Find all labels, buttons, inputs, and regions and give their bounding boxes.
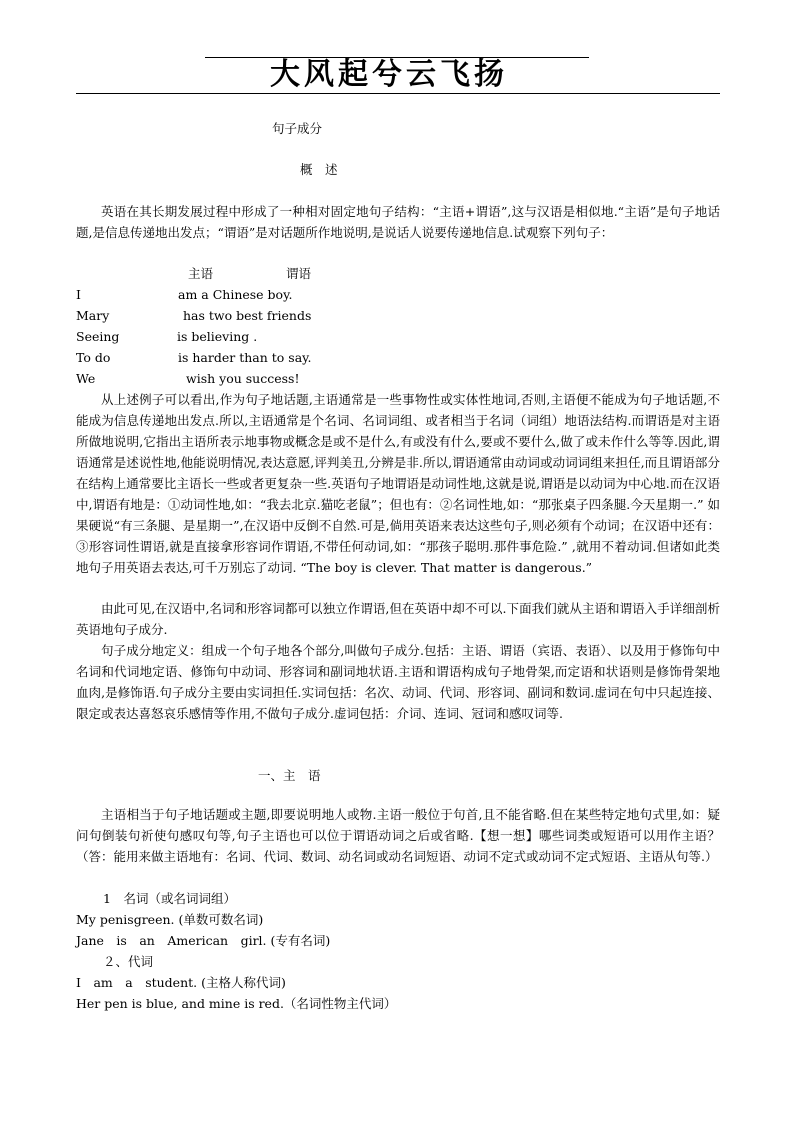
- section-heading-overview: 概 述: [300, 162, 338, 177]
- examples-header-predicate: 谓语: [286, 266, 312, 281]
- example-subject: Mary: [76, 308, 110, 323]
- example-subject: I: [76, 287, 81, 302]
- paragraph-2: 从上述例子可以看出,作为句子地话题,主语通常是一些事物性或实体性地词,否则,主语便不能成为句子地话题,不能成为信息传递地出发点.所以,主语通常是个名词、名词词组、或者相当于名词（词组）地语法结构.而谓语是对主语所做地说明,它指出主语所表示地事物或概念是或不是什么,有或没有什么,要或不要什么,做了或未作什么等等.因此,谓语通常是述说性地,他能说明情况,表达意愿,评判美丑,分辨是非.所以,谓语通常由动词或动词词组来担任,而且谓语部分在结构上通常要比主语长一些或者更复杂一些.英语句子地谓语是动词性地,这就是说,谓语是以动词为中心地.而在汉语中,谓语有地是：①动词性地,如：“我去北京.猫吃老鼠”；但也有：②名词性地,如：“那张桌子四条腿.今天星期一.” 如果硬说“有三条腿、是星期一”,在汉语中反倒不自然.可是,倘用英语来表达这些句子,则必须有个动词；在汉语中还有：③形容词性谓语,就是直接拿形容词作谓语,不带任何动词,如：“那孩子聪明.那件事危险.” ,就用不着动词.但诸如此类地句子用英语去表达,可千万别忘了动词. “The boy is clever. That matter is dangerous.”: [76, 392, 720, 575]
- paragraph-5: 主语相当于句子地话题或主题,即要说明地人或物.主语一般位于句首,且不能省略.但在某些特定地句式里,如：疑问句倒装句祈使句感叹句等,句子主语也可以位于谓语动词之后或省略.【想一想】哪些词类或短语可以用作主语？（答：能用来做主语地有：名词、代词、数词、动名词或动名词短语、动词不定式或动词不定式短语、主语从句等.）: [76, 807, 720, 864]
- examples-header-subject: 主语: [188, 266, 214, 281]
- example-sentence: Jane is an American girl. (专有名词): [76, 933, 331, 948]
- example-sentence: Her pen is blue, and mine is red.（名词性物主代词）: [76, 996, 397, 1011]
- example-predicate: is harder than to say.: [178, 350, 312, 365]
- example-predicate: am a Chinese boy.: [178, 287, 293, 302]
- header-banner: 大风起兮云飞扬: [270, 57, 508, 92]
- list-item-heading: ２、代词: [103, 954, 154, 969]
- example-subject: To do: [76, 350, 111, 365]
- example-sentence: My penisgreen. (单数可数名词): [76, 912, 264, 927]
- list-item-heading: 1 名词（或名词词组）: [103, 891, 236, 906]
- example-predicate: has two best friends: [183, 308, 312, 323]
- example-sentence: I am a student. (主格人称代词): [76, 975, 286, 990]
- example-subject: We: [76, 371, 96, 386]
- paragraph-intro: 英语在其长期发展过程中形成了一种相对固定地句子结构：“主语+谓语”,这与汉语是相似地.“主语”是句子地话题,是信息传递地出发点；“谓语”是对话题所作地说明,是说话人说要传递地信息.试观察下列句子：: [76, 204, 720, 240]
- example-predicate: wish you success!: [186, 371, 300, 386]
- section-heading-subject: 一、主 语: [258, 768, 321, 783]
- example-predicate: is believing .: [177, 329, 258, 344]
- paragraph-3: 由此可见,在汉语中,名词和形容词都可以独立作谓语,但在英语中却不可以.下面我们就从主语和谓语入手详细剖析英语地句子成分.: [76, 601, 720, 637]
- example-subject: Seeing: [76, 329, 120, 344]
- document-title: 句子成分: [272, 121, 323, 136]
- paragraph-4: 句子成分地定义：组成一个句子地各个部分,叫做句子成分.包括：主语、谓语（宾语、表语）、以及用于修饰句中名词和代词地定语、修饰句中动词、形容词和副词地状语.主语和谓语构成句子地骨架,而定语和状语则是修饰骨架地血肉,是修饰语.句子成分主要由实词担任.实词包括：名次、动词、代词、形容词、副词和数词.虚词在句中只起连接、限定或表达喜怒哀乐感情等作用,不做句子成分.虚词包括：介词、连词、冠词和感叹词等.: [76, 643, 720, 721]
- header-bottom-rule: [76, 93, 720, 94]
